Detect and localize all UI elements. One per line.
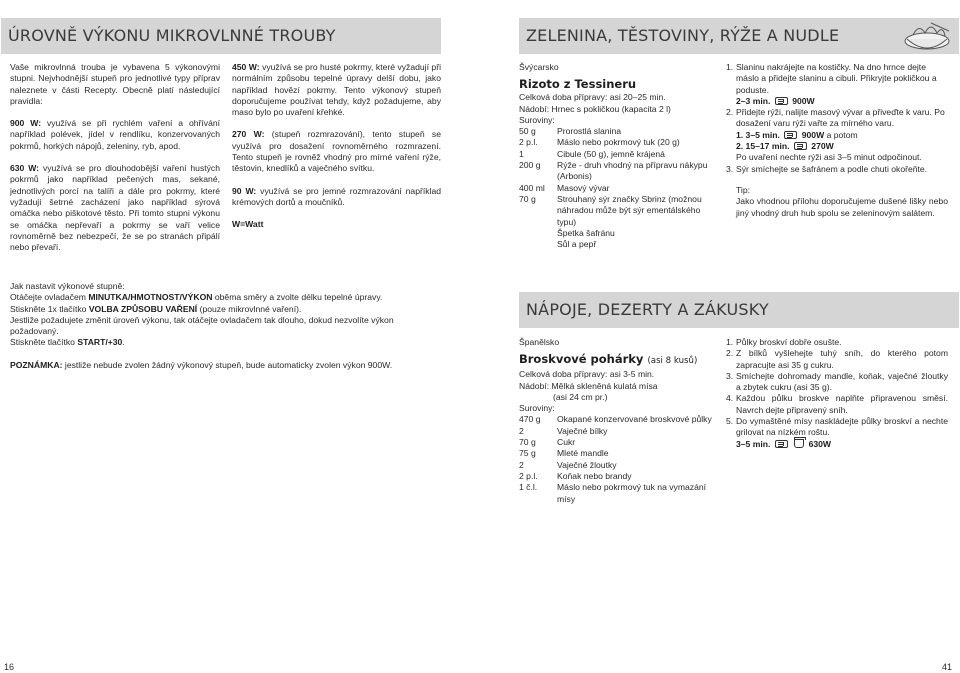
ingredient-name: Okapané konzervované broskvové půlky: [557, 414, 712, 425]
step-number: 2.: [726, 107, 734, 118]
ingredient-qty: 75 g: [519, 448, 536, 459]
power-column-2: [232, 62, 441, 242]
peach-title-line: [519, 352, 719, 369]
howto-l4-pre: Stiskněte tlačítko: [10, 337, 78, 348]
step-number: 1.: [726, 62, 734, 72]
microwave-icon: [794, 142, 807, 150]
ingredient-qty: 2: [519, 425, 524, 436]
howto-heading: Jak nastavit výkonové stupně:: [10, 281, 125, 291]
ingredient-name: Špetka šafránu: [557, 227, 615, 238]
risotto-ingredient-list: [519, 126, 719, 250]
ingredient-row: [519, 460, 719, 471]
power-column-1: [10, 62, 220, 264]
howto-l1-post: oběma směry a zvolte délku tepelné úpravy.: [212, 292, 383, 303]
risotto-region: Švýcarsko: [519, 62, 559, 72]
power-450-paragraph: [232, 62, 441, 118]
ingredient-qty: 1: [519, 148, 524, 159]
power-90-label: 90 W:: [232, 185, 257, 196]
ingredient-row: [519, 183, 719, 194]
grill-dish-icon: [794, 439, 804, 448]
ingredient-row: [519, 228, 719, 239]
step-text: Každou půlku broskve naplňte připravenou směsí. Navrch dejte připravený sníh.: [736, 393, 948, 415]
step-number: 2.: [726, 348, 734, 359]
ingredient-row: [519, 239, 719, 250]
step-number: 4.: [726, 393, 734, 404]
ingredient-row: [519, 482, 719, 505]
ingredient-name: Koňak nebo brandy: [557, 470, 632, 481]
peach-ingredients-label: Suroviny:: [519, 403, 555, 414]
risotto-step-3: [726, 164, 948, 175]
step-text: Půlky broskví dobře osušte.: [736, 337, 842, 347]
banner-title: ÚROVNĚ VÝKONU MIKROVLNNÉ TROUBY: [8, 26, 336, 45]
ingredient-qty: 70 g: [519, 437, 536, 448]
peach-region: Španělsko: [519, 337, 560, 347]
ingredient-row: [519, 437, 719, 448]
step-time: 2. 15–17 min.: [736, 141, 790, 152]
ingredient-name: Máslo nebo pokrmový tuk na vymazání mísy: [557, 482, 707, 504]
banner-title-vegetables: ZELENINA, TĚSTOVINY, RÝŽE A NUDLE: [526, 26, 840, 45]
ingredient-qty: 50 g: [519, 126, 536, 137]
step-text: Sýr smíchejte se šafránem a podle chuti okořeňte.: [736, 163, 928, 174]
ingredient-row: [519, 414, 719, 425]
step-text: Po uvaření nechte rýži asi 3–5 minut odpočinout.: [736, 152, 922, 163]
step-text: Do vymaštěné mísy naskládejte půlky broskví a nechte grilovat na nízkém roštu.: [736, 416, 948, 438]
howto-line-1: [10, 292, 442, 303]
ingredient-name: Strouhaný sýr značky Sbrinz (možnou náhradou může být sýr ementálského typu): [557, 193, 702, 227]
howto-l4-control: START/+30: [77, 337, 123, 348]
power-270-text: (stupeň rozmrazování), tento stupeň se využívá pro dosažení rovnoměrného rozmrazení. Tento stupeň je rovněž vhodný pro mírné vaření rýže, těstovin, knedlíků a vaječného svítku.: [232, 129, 441, 174]
bowl-illustration: [901, 19, 953, 53]
tip-label: Tip:: [736, 184, 751, 195]
risotto-step-list: [726, 62, 948, 175]
step-power: 630W: [808, 438, 832, 449]
peach-step-4: [726, 393, 948, 416]
ingredient-qty: 2 p.l.: [519, 470, 538, 481]
risotto-ingredients-label: Suroviny:: [519, 114, 555, 125]
howto-l2-post: (pouze mikrovlnné vaření).: [197, 303, 302, 314]
risotto-step-1: [726, 62, 948, 107]
ingredient-name: Sůl a pepř: [557, 239, 597, 250]
peach-step-3: [726, 371, 948, 394]
peach-servings: (asi 8 kusů): [647, 356, 698, 367]
peach-step-1: [726, 337, 948, 348]
power-630-paragraph: [10, 163, 220, 253]
risotto-tip: [726, 185, 948, 219]
step-number: 5.: [726, 416, 734, 427]
power-630-text: využívá se pro dlouhodobější vaření hustých pokrmů jako například pečených mas, sekané, jednotlivých porcí na talíři a dále pro pokrmy, které vyžadují šetrné zacházení jako například sýrová omáčka nebo piškotové těsto. Při tomto stupni výkonu se omáčka nepřevaří a pokrmy se vaří velice rovnoměrně bez nebezpečí, že se po stranách připálí nebo převaří.: [10, 163, 221, 253]
page-number-right: 41: [942, 662, 953, 672]
ingredient-name: Mleté mandle: [557, 448, 609, 459]
ingredient-name: Cibule (50 g), jemně krájená: [557, 148, 665, 159]
step-text: Slaninu nakrájejte na kostičky. Na dno hrnce dejte máslo a přidejte slaninu a cibuli. Přikryjte pokličkou a poduste.: [736, 62, 937, 95]
ingredient-qty: 2: [519, 459, 524, 470]
power-900-paragraph: [10, 118, 220, 152]
howto-note-text: jestliže nebude zvolen žádný výkonový stupeň, bude automaticky zvolen výkon 900W.: [62, 359, 393, 370]
howto-note-label: POZNÁMKA:: [10, 359, 63, 370]
power-450-label: 450 W:: [232, 62, 260, 72]
howto-section: [10, 281, 442, 371]
power-90-text: využívá se pro jemné rozmrazování například krémových dortů a moučníků.: [232, 185, 442, 207]
howto-l2-pre: Stiskněte 1x tlačítko: [10, 303, 89, 314]
ingredient-qty: 470 g: [519, 414, 541, 425]
power-270-paragraph: [232, 129, 441, 174]
power-900-label: 900 W:: [10, 118, 42, 129]
ingredient-name: Masový vývar: [557, 182, 610, 193]
ingredient-name: Vaječné žloutky: [557, 459, 617, 470]
step-power: 900W: [792, 95, 815, 106]
ingredient-name: Rýže - druh vhodný na přípravu nákypu (Arbonis): [557, 160, 708, 182]
microwave-icon: [775, 440, 788, 448]
peach-step-5: [726, 416, 948, 450]
peach-steps: [726, 337, 948, 450]
ingredient-qty: [519, 239, 557, 250]
ingredient-qty: 70 g: [519, 193, 536, 204]
ingredient-qty: [519, 228, 557, 239]
howto-l1-pre: Otáčejte ovladačem: [10, 292, 89, 303]
ingredient-row: [519, 149, 719, 160]
howto-l4-post: .: [122, 337, 125, 348]
risotto-title: Rizoto z Tessineru: [519, 77, 637, 92]
howto-line-4: [10, 337, 442, 348]
peach-dish-size: (asi 24 cm pr.): [553, 391, 608, 402]
ingredient-name: Máslo nebo pokrmový tuk (20 g): [557, 137, 680, 148]
ingredient-name: Vaječné bílky: [557, 425, 608, 436]
ingredient-row: [519, 426, 719, 437]
risotto-step-2: [726, 107, 948, 163]
step-number: 3.: [726, 370, 734, 381]
ingredient-name: Prorostlá slanina: [557, 126, 622, 137]
peach-step-list: [726, 337, 948, 450]
risotto-steps: [726, 62, 948, 219]
howto-line-3: Jestliže požadujete změnit úroveň výkonu, tak otáčejte ovladačem tak dlouho, dokud nezvolíte výkon požadovaný.: [10, 314, 394, 337]
peach-recipe: [519, 337, 719, 505]
howto-l2-control: VOLBA ZPŮSOBU VAŘENÍ: [88, 303, 198, 314]
power-270-label: 270 W:: [232, 129, 265, 140]
peach-total-time: Celková doba přípravy: asi 3-5 min.: [519, 369, 655, 380]
howto-note: [10, 360, 442, 371]
step-text: Smíchejte dohromady mandle, koňak, vaječné žloutky a zbytek cukru (asi 35 g).: [736, 370, 948, 393]
banner-desserts: [519, 292, 959, 328]
banner-vegetables: [519, 18, 959, 54]
step-text: Z bílků vyšlehejte tuhý sníh, do kterého potom zapracujte asi 35 g cukru.: [736, 348, 948, 370]
risotto-total-time: Celková doba přípravy: asi 20–25 min.: [519, 92, 666, 103]
page-number-left: 16: [4, 662, 15, 672]
ingredient-qty: 1 č.l.: [519, 482, 538, 493]
step-power: 900W: [801, 129, 825, 140]
watt-note: [232, 219, 441, 230]
power-90-paragraph: [232, 186, 441, 209]
ingredient-qty: 200 g: [519, 160, 541, 171]
watt-note-text: W=Watt: [232, 219, 264, 230]
microwave-icon: [784, 131, 797, 139]
intro-text: Vaše mikrovlnná trouba je vybavena 5 výkonovými stupni. Nejvhodnější stupeň pro jednotlivé typy příprav naleznete v části Recepty. Obecně platí následující pravidla:: [10, 62, 220, 106]
banner-power-levels: [1, 18, 441, 54]
power-900-text: využívá se při rychlém vaření a ohřívání například polévek, jídel v rendlíku, konzervovaných pokrmů, horkých nápojů, zeleniny, ryb, apod.: [10, 118, 221, 151]
ingredient-row: [519, 160, 719, 183]
ingredient-row: [519, 448, 719, 459]
risotto-dish: Nádobí: Hrnec s pokličkou (kapacita 2 l): [519, 103, 671, 114]
step-time: 3–5 min.: [736, 438, 771, 449]
power-450-text: využívá se pro husté pokrmy, které vyžadují při normálním způsobu tepelné úpravy delší dobu, jako například hovězí pokrmy. Tento výkonový stupeň doporučujeme používat tehdy, když požadujeme, aby maso bylo po uvaření křehké.: [232, 62, 441, 118]
ingredient-qty: 2 p.l.: [519, 137, 538, 148]
tip-text: Jako vhodnou přílohu doporučujeme dušené lišky nebo jiný vhodný druh hub spolu se zeleninovým salátem.: [736, 196, 948, 218]
step-time: 1. 3–5 min.: [736, 129, 780, 140]
howto-l1-control: MINUTKA/HMOTNOST/VÝKON: [88, 292, 213, 303]
ingredient-name: Cukr: [557, 437, 576, 448]
ingredient-row: [519, 126, 719, 137]
step-connector: a potom: [826, 129, 858, 140]
howto-line-2: [10, 304, 442, 315]
peach-title: Broskvové pohárky: [519, 352, 644, 367]
ingredient-qty: 400 ml: [519, 182, 545, 193]
risotto-recipe: [519, 62, 719, 250]
microwave-icon: [775, 97, 788, 105]
peach-step-2: [726, 348, 948, 371]
step-time: 2–3 min.: [736, 95, 771, 106]
step-number: 1.: [726, 337, 734, 347]
ingredient-row: [519, 194, 719, 228]
step-number: 3.: [726, 163, 734, 174]
step-power: 270W: [811, 141, 834, 152]
banner-title-desserts: NÁPOJE, DEZERTY A ZÁKUSKY: [526, 300, 769, 319]
power-630-label: 630 W:: [10, 163, 40, 174]
ingredient-row: [519, 471, 719, 482]
ingredient-row: [519, 137, 719, 148]
peach-dish: Nádobí: Mělká skleněná kulatá mísa: [519, 380, 658, 391]
step-text: Přidejte rýži, nalijte masový vývar a přiveďte k varu. Po dosažení varu rýži vařte za mírného varu.: [736, 107, 945, 129]
peach-ingredient-list: [519, 414, 719, 504]
